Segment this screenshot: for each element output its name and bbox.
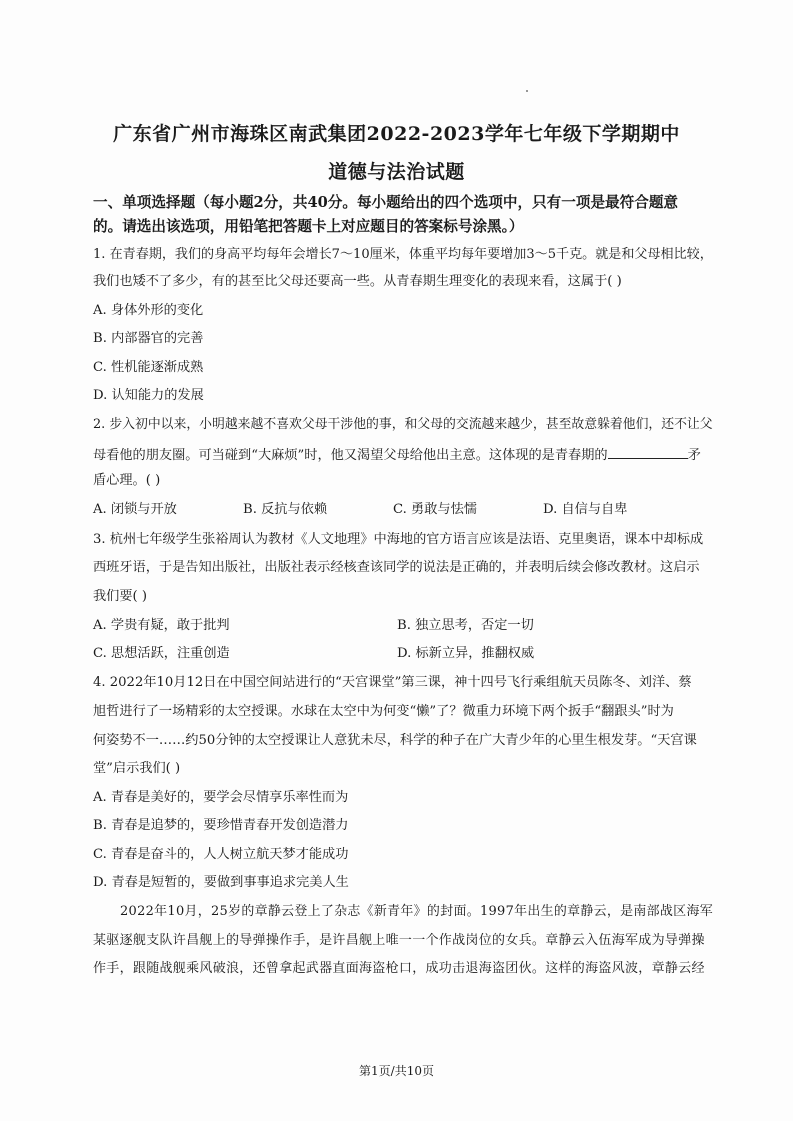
q1-option-b: B. 内部器官的完善 [93,331,204,346]
q3-option-b: B. 独立思考，否定一切 [397,618,534,633]
exam-title-line2: 道德与法治试题 [328,161,465,183]
q3-option-a: A. 学贵有疑，敢于批判 [93,618,230,633]
q4-option-b: B. 青春是追梦的，要珍惜青春开发创造潜力 [93,818,349,833]
page-number: 第1页/共10页 [359,1064,434,1078]
q1-option-a: A. 身体外形的变化 [93,303,204,318]
q3-stem-line2: 西班牙语，于是告知出版社，出版社表示经核查该同学的说法是正确的，并表明后续会修改教材。这启示 [93,560,700,575]
q3-option-c: C. 思想活跃，注重创造 [93,646,230,661]
q3-stem-line1: 3. 杭州七年级学生张裕周认为教材《人文地理》中海地的官方语言应该是法语、克里奥语，课本中却标成 [93,532,704,547]
q2-stem-line3: 盾心理。( ) [93,473,161,488]
q2-stem-line2 [93,446,701,462]
q2-option-b: B. 反抗与依赖 [243,502,328,517]
q1-option-d: D. 认知能力的发展 [93,388,204,403]
scan-speck [526,90,528,92]
q4-stem-line3: 何姿势不一……约50分钟的太空授课让人意犹未尽，科学的种子在广大青少年的心里生根发芽。“天宫课 [93,733,697,748]
q4-stem-line4: 堂”启示我们( ) [93,761,181,776]
section-heading-line2: 的。请选出该选项，用铅笔把答题卡上对应题目的答案标号涂黑。） [93,218,524,235]
q4-option-a: A. 青春是美好的，要学会尽情享乐率性而为 [93,790,349,805]
q2-stem-line1: 2. 步入初中以来，小明越来越不喜欢父母干涉他的事，和父母的交流越来越少，甚至故意躲着他们，还不让父 [93,417,713,432]
q4-option-c: C. 青春是奋斗的，人人树立航天梦才能成功 [93,847,349,862]
passage-line1: 2022年10月，25岁的章静云登上了杂志《新青年》的封面。1997年出生的章静云，是南部战区海军 [120,904,713,919]
q3-option-d: D. 标新立异，推翻权威 [397,646,535,661]
q4-stem-line2: 旭哲进行了一场精彩的太空授课。水球在太空中为何变“懒”了？微重力环境下两个扳手“翻跟头”时为 [93,704,674,719]
q2-stem-line2-tail: 矛 [687,448,701,463]
q1-stem-line2: 我们也矮不了多少，有的甚至比父母还要高一些。从青春期生理变化的表现来看，这属于( ) [93,274,622,289]
section-heading-line1: 一、单项选择题（每小题2分，共40分。每小题给出的四个选项中，只有一项是最符合题意 [93,194,679,211]
exam-title-line1: 广东省广州市海珠区南武集团2022-2023学年七年级下学期期中 [113,123,680,145]
answer-blank [608,446,688,459]
q1-stem-line1: 1. 在青春期，我们的身高平均每年会增长7～10厘米，体重平均每年要增加3～5千克。就是和父母相比较， [93,247,713,262]
passage-line3: 作手，跟随战舰乘风破浪，还曾拿起武器直面海盗枪口，成功击退海盗团伙。这样的海盗风波，章静云经 [93,961,705,976]
q4-option-d: D. 青春是短暂的，要做到事事追求完美人生 [93,875,349,890]
q4-stem-line1: 4. 2022年10月12日在中国空间站进行的“天宫课堂”第三课，神十四号飞行乘组航天员陈冬、刘洋、蔡 [93,675,692,690]
q2-stem-line2-text: 母看他的朋友圈。可当碰到“大麻烦”时，他又渴望父母给他出主意。这体现的是青春期的 [93,448,608,463]
passage-line2: 某驱逐舰支队许昌舰上的导弹操作手，是许昌舰上唯一一个作战岗位的女兵。章静云入伍海军成为导弹操 [93,933,705,948]
q2-option-d: D. 自信与自卑 [543,502,628,517]
q1-option-c: C. 性机能逐渐成熟 [93,360,204,375]
q2-option-c: C. 勇敢与怯懦 [393,502,477,517]
q2-option-a: A. 闭锁与开放 [93,502,177,517]
q3-stem-line3: 我们要( ) [93,589,148,604]
